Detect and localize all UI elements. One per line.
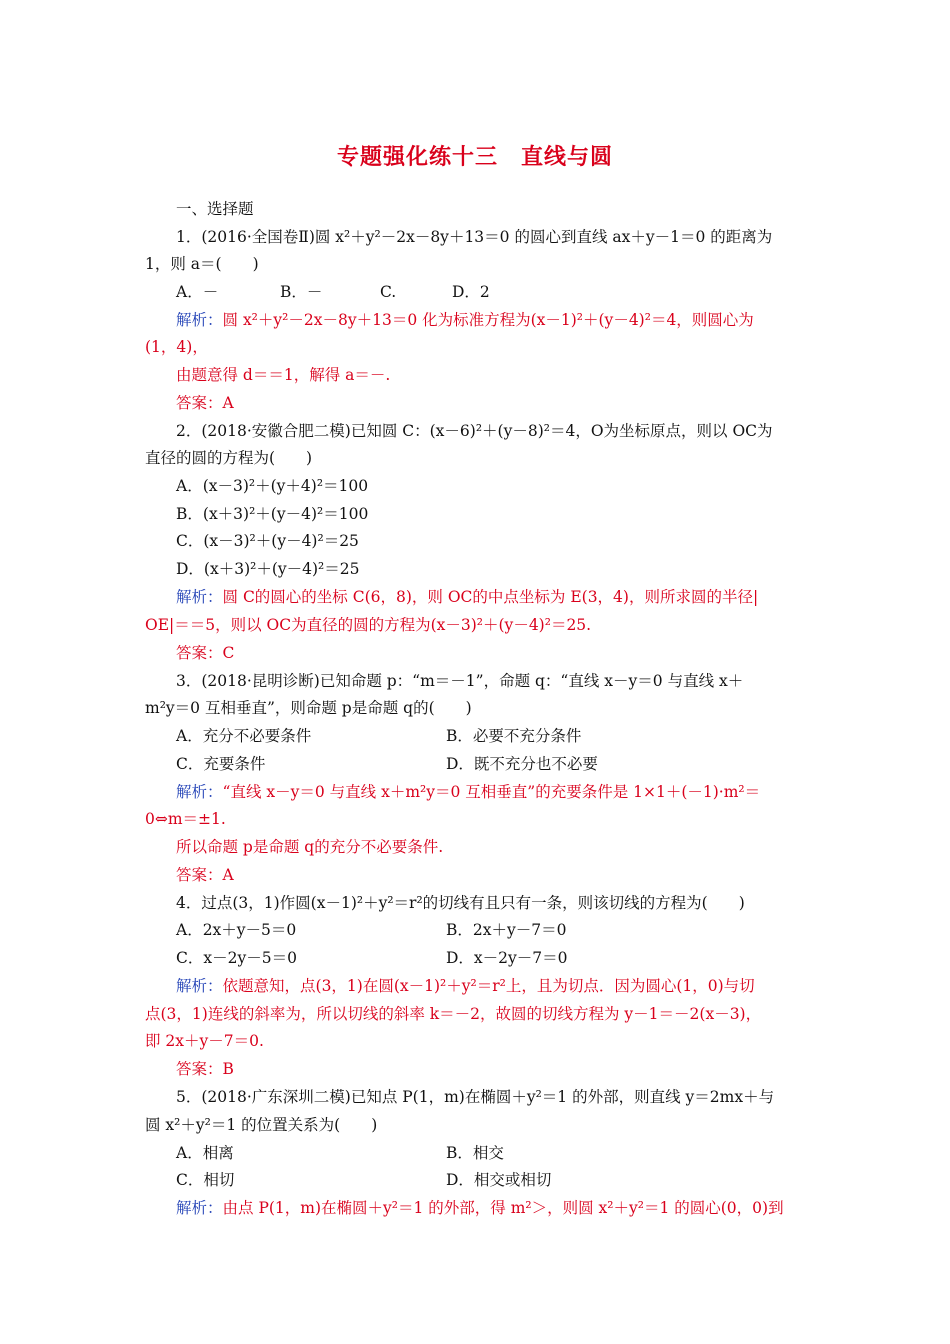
q1-stem-line2: 1，则 a＝( ) <box>145 255 259 273</box>
q5-options-row1 <box>176 1143 856 1163</box>
q2-option-a: A．(x－3)²＋(y＋4)²＝100 <box>176 477 369 495</box>
q1-solution-line3: 由题意得 d＝＝1，解得 a＝－. <box>176 366 391 384</box>
q1-stem-line1: 1．(2016·全国卷Ⅱ)圆 x²＋y²－2x－8y＋13＝0 的圆心到直线 ax＋y－1＝0 的距离为 <box>176 228 773 246</box>
q3-solution-line2: 0⇔m＝±1. <box>145 810 226 828</box>
q5-option-d: D．相交或相切 <box>446 1171 552 1189</box>
q4-option-b: B．2x＋y－7＝0 <box>446 921 567 939</box>
q5-solution-line1: 解析：由点 P(1，m)在椭圆＋y²＝1 的外部，得 m²＞，则圆 x²＋y²＝1 的圆心(0，0)到 <box>176 1199 784 1217</box>
q2-stem-line2: 直径的圆的方程为( ) <box>145 449 313 467</box>
q3-stem-line1: 3．(2018·昆明诊断)已知命题 p：“m＝－1”，命题 q：“直线 x－y＝0 与直线 x＋ <box>176 672 744 690</box>
q2-solution-line2: OE|＝＝5，则以 OC为直径的圆的方程为(x－3)²＋(y－4)²＝25. <box>145 616 592 634</box>
q4-option-c: C．x－2y－5＝0 <box>176 949 297 967</box>
section-heading: 一、选择题 <box>176 200 254 218</box>
q2-option-d: D．(x＋3)²＋(y－4)²＝25 <box>176 560 360 578</box>
q3-stem-line2: m²y＝0 互相垂直”，则命题 p是命题 q的( ) <box>145 699 472 717</box>
q1-option-b: B．－ <box>280 283 323 301</box>
q3-options-row2 <box>176 754 856 774</box>
q3-option-a: A．充分不必要条件 <box>176 727 312 745</box>
solution-label: 解析： <box>176 588 223 606</box>
q5-option-c: C．相切 <box>176 1171 235 1189</box>
q4-stem-line1: 4．过点(3，1)作圆(x－1)²＋y²＝r²的切线有且只有一条，则该切线的方程为( ) <box>176 894 745 912</box>
q2-stem-line1: 2．(2018·安徽合肥二模)已知圆 C：(x－6)²＋(y－8)²＝4，O为坐标原点，则以 OC为 <box>176 422 773 440</box>
q4-answer: 答案：B <box>176 1060 234 1078</box>
page-title: 专题强化练十三 直线与圆 <box>336 145 613 170</box>
q4-option-d: D．x－2y－7＝0 <box>446 949 568 967</box>
q3-options-row1 <box>176 726 856 746</box>
q5-stem-line1: 5．(2018·广东深圳二模)已知点 P(1，m)在椭圆＋y²＝1 的外部，则直线 y＝2mx＋与 <box>176 1088 775 1106</box>
q2-option-b: B．(x＋3)²＋(y－4)²＝100 <box>176 505 369 523</box>
q1-option-d: D．2 <box>452 283 490 301</box>
q1-option-a: A．－ <box>176 283 219 301</box>
q1-solution-line1: 解析：圆 x²＋y²－2x－8y＋13＝0 化为标准方程为(x－1)²＋(y－4)²＝4，则圆心为 <box>176 311 754 329</box>
q1-answer: 答案：A <box>176 394 234 412</box>
q2-option-c: C．(x－3)²＋(y－4)²＝25 <box>176 532 359 550</box>
q1-options <box>176 282 856 302</box>
q5-option-a: A．相离 <box>176 1144 234 1162</box>
q2-answer: 答案：C <box>176 644 235 662</box>
solution-label: 解析： <box>176 1199 223 1217</box>
q4-options-row2 <box>176 948 856 968</box>
q4-solution-line2: 点(3，1)连线的斜率为，所以切线的斜率 k＝－2，故圆的切线方程为 y－1＝－2(x－3)， <box>145 1005 762 1023</box>
q3-option-d: D．既不充分也不必要 <box>446 755 598 773</box>
q5-stem-line2: 圆 x²＋y²＝1 的位置关系为( ) <box>145 1116 378 1134</box>
q4-solution-line3: 即 2x＋y－7＝0. <box>145 1032 264 1050</box>
q3-solution-line1: 解析：“直线 x－y＝0 与直线 x＋m²y＝0 互相垂直”的充要条件是 1×1＋(－1)·m²＝ <box>176 783 761 801</box>
q4-options-row1 <box>176 920 856 940</box>
q3-option-b: B．必要不充分条件 <box>446 727 582 745</box>
q2-solution-line1: 解析：圆 C的圆心的坐标 C(6，8)，则 OC的中点坐标为 E(3，4)，则所求圆的半径| <box>176 588 759 606</box>
q4-option-a: A．2x＋y－5＝0 <box>176 921 297 939</box>
solution-label: 解析： <box>176 783 223 801</box>
q1-solution-line2: (1，4)， <box>145 338 208 356</box>
solution-label: 解析： <box>176 977 223 995</box>
q5-option-b: B．相交 <box>446 1144 504 1162</box>
q1-option-c: C. <box>380 283 397 301</box>
q4-solution-line1: 解析：依题意知，点(3，1)在圆(x－1)²＋y²＝r²上，且为切点．因为圆心(1，0)与切 <box>176 977 755 995</box>
solution-label: 解析： <box>176 311 223 329</box>
q3-solution-line3: 所以命题 p是命题 q的充分不必要条件. <box>176 838 444 856</box>
q3-answer: 答案：A <box>176 866 234 884</box>
q3-option-c: C．充要条件 <box>176 755 266 773</box>
q5-options-row2 <box>176 1170 856 1190</box>
